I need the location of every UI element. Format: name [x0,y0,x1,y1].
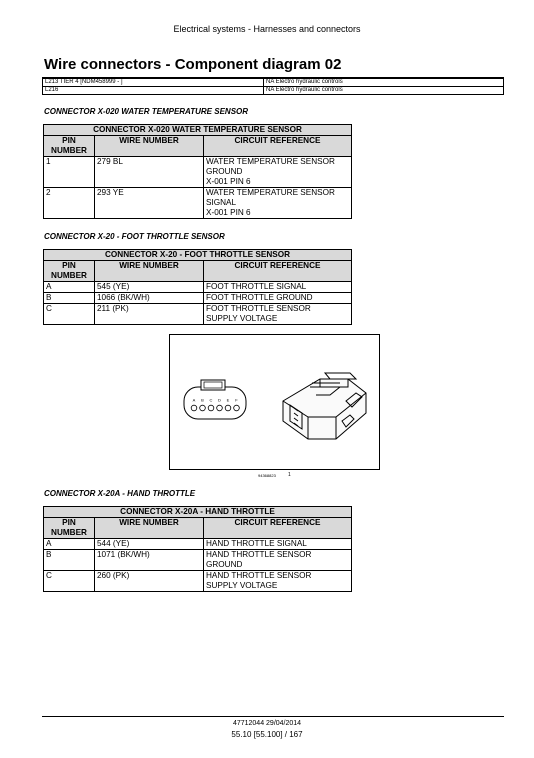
circuit-line: WATER TEMPERATURE SENSOR [206,157,335,166]
pin-hole [225,405,231,411]
section-heading-x20: CONNECTOR X-20 - FOOT THROTTLE SENSOR [44,232,225,241]
model-note: NA Electro hydraulic controls [264,79,504,87]
pin-letter: D [218,397,221,403]
model-name: L213 TIER 4 [NDM458999 - ] [43,79,264,87]
footer-rule [42,716,504,717]
table-row [44,304,352,325]
table-row [44,282,352,293]
model-name: L216 [43,87,264,95]
pin-cell: C [44,304,95,325]
model-row [43,79,504,87]
pin-letter: A [192,397,196,403]
pin-hole [200,405,206,411]
connector-table-x020 [43,124,352,219]
header-wire: WIRE NUMBER [95,518,204,539]
wire-cell: 544 (YE) [95,539,204,550]
pin-letter: F [235,397,238,403]
connector-illustration [170,335,379,469]
table-row [44,188,352,219]
table-row [44,550,352,571]
circuit-cell [204,550,352,571]
table-header-row [44,261,352,282]
table-header-row [44,518,352,539]
table-caption: CONNECTOR X-020 WATER TEMPERATURE SENSOR [44,125,352,136]
model-applicability-table [42,78,504,95]
circuit-cell [204,188,352,219]
circuit-line: HAND THROTTLE SENSOR [206,550,312,559]
header-circuit: CIRCUIT REFERENCE [204,518,352,539]
pin-holes [191,398,239,411]
pin-letter: E [226,397,230,403]
header-pin: PIN NUMBER [44,136,95,157]
footer-page-ref: 55.10 [55.100] / 167 [231,730,303,739]
page-header: Electrical systems - Harnesses and connectors [173,24,361,34]
pin-hole [217,405,223,411]
connector-body-drawing [283,373,366,439]
circuit-line: FOOT THROTTLE GROUND [206,293,313,302]
model-row [43,87,504,95]
section-heading-x20a: CONNECTOR X-20A - HAND THROTTLE [44,489,196,498]
wire-cell: 260 (PK) [95,571,204,592]
circuit-cell [204,304,352,325]
pin-cell: B [44,550,95,571]
wire-cell: 279 BL [95,157,204,188]
table-row [44,157,352,188]
circuit-line: SUPPLY VOLTAGE [206,314,278,323]
circuit-line: X-001 PIN 6 [206,208,251,217]
circuit-cell [204,282,352,293]
pin-cell: A [44,539,95,550]
table-row [44,571,352,592]
circuit-line: HAND THROTTLE SENSOR [206,571,312,580]
pin-cell: A [44,282,95,293]
header-wire: WIRE NUMBER [95,136,204,157]
table-header-row [44,136,352,157]
page-title: Wire connectors - Component diagram 02 [44,56,342,73]
pin-cell: 1 [44,157,95,188]
table-row [44,539,352,550]
circuit-line: SIGNAL [206,198,237,207]
footer-doc-id: 47712044 29/04/2014 [232,720,302,727]
section-heading-x020: CONNECTOR X-020 WATER TEMPERATURE SENSOR [44,107,249,116]
table-caption-row [44,250,352,261]
header-wire: WIRE NUMBER [95,261,204,282]
table-row [44,293,352,304]
figure-image-id: 94368823 [258,473,276,478]
wire-cell: 1071 (BK/WH) [95,550,204,571]
wire-cell: 211 (PK) [95,304,204,325]
circuit-line: SUPPLY VOLTAGE [206,581,278,590]
circuit-line: HAND THROTTLE SIGNAL [206,539,307,548]
pin-hole [191,405,197,411]
header-circuit: CIRCUIT REFERENCE [204,136,352,157]
circuit-line: GROUND [206,560,243,569]
circuit-line: X-001 PIN 6 [206,177,251,186]
circuit-cell [204,571,352,592]
connector-table-x20a [43,506,352,592]
wire-cell: 1066 (BK/WH) [95,293,204,304]
pin-hole [208,405,214,411]
model-note: NA Electro hydraulic controls [264,87,504,95]
wire-cell: 545 (YE) [95,282,204,293]
pin-cell: 2 [44,188,95,219]
table-caption: CONNECTOR X-20A - HAND THROTTLE [44,507,352,518]
circuit-cell [204,293,352,304]
connector-face-drawing [184,380,246,419]
circuit-cell [204,539,352,550]
header-circuit: CIRCUIT REFERENCE [204,261,352,282]
header-pin: PIN NUMBER [44,261,95,282]
pin-cell: C [44,571,95,592]
header-pin: PIN NUMBER [44,518,95,539]
connector-figure [169,334,380,470]
connector-table-x20 [43,249,352,325]
table-caption-row [44,507,352,518]
table-caption-row [44,125,352,136]
circuit-line: FOOT THROTTLE SENSOR [206,304,311,313]
circuit-line: GROUND [206,167,243,176]
wire-cell: 293 YE [95,188,204,219]
table-caption: CONNECTOR X-20 - FOOT THROTTLE SENSOR [44,250,352,261]
figure-number: 1 [288,472,291,478]
pin-cell: B [44,293,95,304]
pin-hole [234,405,240,411]
circuit-line: FOOT THROTTLE SIGNAL [206,282,307,291]
circuit-cell [204,157,352,188]
circuit-line: WATER TEMPERATURE SENSOR [206,188,335,197]
pin-letter: B [201,397,204,403]
pin-letter: C [209,397,213,403]
